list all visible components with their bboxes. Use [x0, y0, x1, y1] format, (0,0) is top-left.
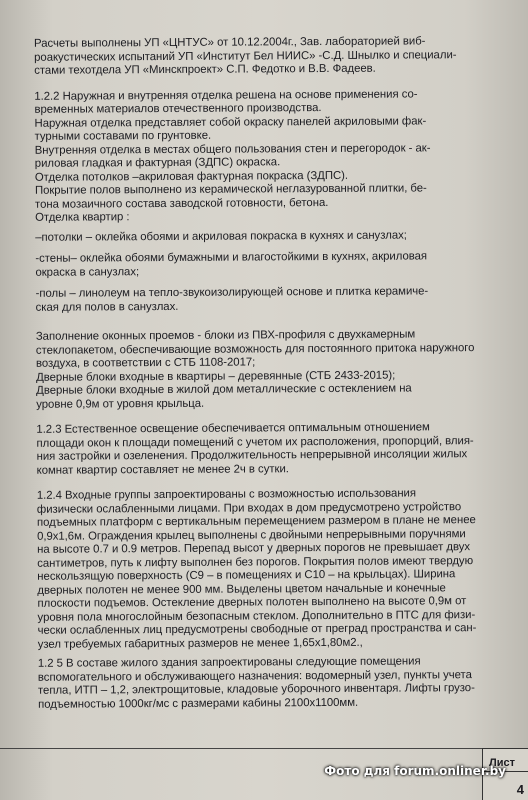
- paragraph-natural-lighting: 1.2.3 Естественное освещение обеспечивается оптимальным отношением площади окон к площади помещений с учетом их расположения, пропорций, влия- ния застройки и озеленения. Продолжительность непрерывной инсоляции жилых комнат квартир составляет не менее 2ч в сутки.: [36, 421, 474, 477]
- frame-border-line: [0, 748, 482, 749]
- paragraph-apartment-finishing-heading: Отделка квартир :: [35, 211, 130, 224]
- paragraph-auxiliary-rooms: 1.2 5 В составе жилого здания запроектированы следующие помещения вспомогательного и обслуживающего назначения: водомерный узел, пункты учета тепла, ИТП – 1,2, электрощитовые, кладовые уборочного инвентаря. Лифты грузо- подъемностью 1000кг/мс с размерами кабины 2100х1100мм.: [37, 655, 475, 711]
- list-item-walls: -стены– оклейка обоями бумажными и влагостойкими в кухнях, акриловая окраска в санузлах;: [35, 250, 428, 279]
- paragraph-calculations: Расчеты выполнены УП «ЦНТУС» от 10.12.2004г., Зав. лабораторией виб- роакустических испытаний УП «Институт Бел НИИС» -С.Д. Шнылко и специали- стами техотдела УП «Минскпроект» С.П. Федотко и В.В. Фадеев.: [33, 35, 457, 77]
- paragraph-exterior-finishing: Наружная отделка представляет собой окраску панелей акриловыми фак- турными составами по грунтовке.: [34, 114, 427, 143]
- document-body: [0, 35, 528, 712]
- paragraph-ceiling-finishing: Отделка потолков –акриловая фактурная покраска (ЗДПС).: [34, 169, 349, 184]
- paragraph-entrance-doors: Дверные блоки входные в жилой дом металлические с остеклением на уровне 0,9м от уровня крыльца.: [36, 382, 412, 411]
- paragraph-windows: Заполнение оконных проемов - блоки из ПВХ-профиля с двухкамерным стеклопакетом, обеспечивающие возможность для постоянного притока наружного воздуха, в соответствии с СТБ 1108-2017;: [35, 328, 475, 370]
- sheet-label: Лист: [489, 757, 515, 769]
- paragraph-entrance-groups: 1.2.4 Входные группы запроектированы с возможностью использования физически ослабленными лицами. При входах в дом предусмотрено устройство подъемных платформ с вертикальным перемещением размером в плане не менее 0,9х1,6м. Ограждения крылец выполнены с двойными непрерывными поручнями на высоте 0.7 и 0.9 метров. Перепад высот у дверных порогов не превышает двух сантиметров, путь к лифту выполнен без порогов. Покрытия полов имеют твердую нескользящую поверхность (С9 – в помещениях и С10 – на крыльцах). Ширина дверных полотен не менее 900 мм. Выделены цветом начальные и конечные плоскости подъемов. Остекление дверных полотен выполнено на высоте 0,9м от уровня пола многослойным безопасным стеклом. Дополнительно в ПТС для физи- чески ослабленных лиц предусмотрены свободные от преград пространства и сан- узел требуемых габаритных размеров не менее 1,65х1,80м2.,: [36, 487, 477, 651]
- forum-watermark: Фото для forum.onliner.by: [324, 764, 506, 778]
- paragraph-interior-finishing: Внутренняя отделка в местах общего пользования стен и перегородок - ак- риловая гладкая и фактурная (ЗДПС) окраска.: [34, 141, 431, 170]
- list-item-ceilings: –потолки – оклейка обоями и акриловая покраска в кухнях и санузлах;: [35, 229, 407, 244]
- paragraph-finishing-intro: 1.2.2 Наружная и внутренняя отделка решена на основе применения со- временных материалов отечественного производства.: [34, 87, 418, 116]
- sheet-number: 4: [516, 782, 524, 797]
- paragraph-floor-covering: Покрытие полов выполнено из керамической неглазурованной плитки, бе- тона мозаичного состава заводской готовности, бетона.: [34, 182, 427, 211]
- paragraph-apartment-doors: Дверные блоки входные в квартиры – деревянные (СТБ 2433-2015);: [36, 369, 396, 384]
- list-item-floors: -полы – линолеум на тепло-звукоизолирующей основе и плитка керамиче- ская для полов в санузлах.: [35, 285, 429, 314]
